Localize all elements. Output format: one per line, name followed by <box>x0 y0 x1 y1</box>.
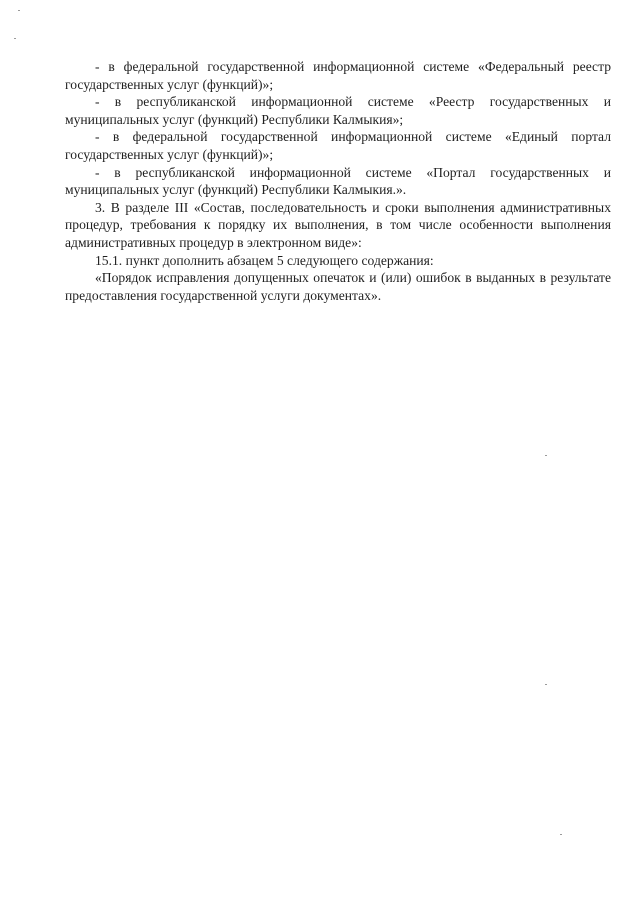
list-item-republic-portal: - в республиканской информационной системе «Портал государственных и муниципальных услуг (функций) Республики Калмыкия.». <box>65 164 611 198</box>
scan-speck <box>14 38 16 39</box>
scan-speck <box>18 10 20 11</box>
scan-speck <box>560 834 562 835</box>
quoted-addition-paragraph: «Порядок исправления допущенных опечаток и (или) ошибок в выданных в результате предоставления государственной услуги документах». <box>65 270 611 303</box>
document-body <box>65 58 611 304</box>
clause-15-1-paragraph: 15.1. пункт дополнить абзацем 5 следующего содержания: <box>95 252 434 268</box>
list-item-federal-registry: - в федеральной государственной информационной системе «Федеральный реестр государственных услуг (функций)»; <box>65 59 611 92</box>
list-item-republic-registry: - в республиканской информационной системе «Реестр государственных и муниципальных услуг (функций) Республики Калмыкия»; <box>65 94 611 127</box>
scan-speck <box>545 455 547 456</box>
scan-speck <box>545 684 547 685</box>
list-item-federal-portal: - в федеральной государственной информационной системе «Единый портал государственных услуг (функций)»; <box>65 129 611 162</box>
section-three-paragraph: 3. В разделе III «Состав, последовательность и сроки выполнения административных процедур, требования к порядку их выполнения, в том числе особенности выполнения административных процедур в электронном виде»: <box>65 199 611 250</box>
